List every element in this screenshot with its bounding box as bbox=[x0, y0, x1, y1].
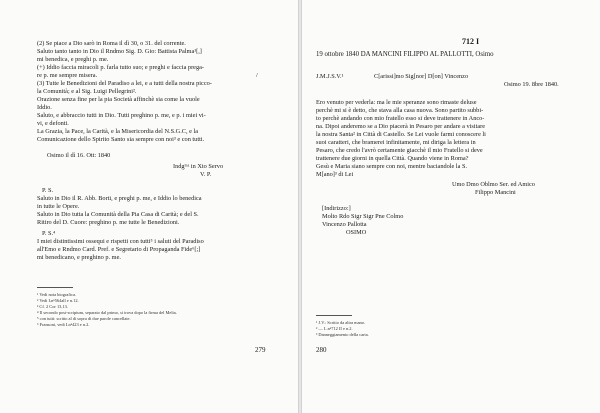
closing-line: Indgᵐᵃ in Xto Servo bbox=[173, 163, 224, 170]
footnote: ² — L.nⁿ712 II e n.2. bbox=[316, 326, 353, 331]
text-line: re p. me sempre misera. bbox=[37, 72, 98, 79]
salutation-monogram: J.M.J.S.V.¹ bbox=[316, 73, 344, 80]
text-line: Ero venuto per vederla: ma le mie speranze sono rimaste deluse bbox=[316, 99, 477, 106]
signature: Filippo Mancini bbox=[475, 189, 516, 196]
ps-line: in tutte le Opere. bbox=[37, 203, 80, 210]
text-line: to perchè andando con mio fratello esso si deve trattenere in Anco- bbox=[316, 115, 485, 122]
text-line: Saluto tanto tanto in Dio il Rndmo Sig. D. Gio: Battista Palma¹[,] bbox=[37, 48, 202, 55]
closing-line: Umo Dmo Oblmo Ser. ed Amico bbox=[452, 181, 535, 188]
text-line: Gesù e Maria siano sempre con noi, mentre baciandole la S. bbox=[316, 163, 468, 170]
ps2-line: I miei distintissimi ossequi e rispetti con tutti⁵ i saluti del Paradiso bbox=[37, 238, 204, 245]
text-line: mi benedica, e preghi p. me. bbox=[37, 56, 109, 63]
footnote-rule bbox=[37, 287, 73, 288]
right-page bbox=[302, 0, 600, 413]
text-line: Pesaro, che credo l'avrò certamente giacchè il mio Fratello si deve bbox=[316, 147, 483, 154]
page-number: 280 bbox=[316, 346, 327, 354]
text-line: (3) Tutte le Benedizioni del Paradiso a lei, e a tutti della nostra picco- bbox=[37, 80, 212, 87]
text-line: Orazione senza fine per la pia Società affinchè sia come la vuole bbox=[37, 96, 200, 103]
slash-mark: / bbox=[256, 72, 258, 79]
address-line: Vincenzo Pallotta bbox=[322, 221, 367, 228]
signature-initials: V. P. bbox=[200, 171, 212, 178]
ps-line: Saluto in Dio tutta la Comunità della Pia Casa di Carità; e del S. bbox=[37, 211, 199, 218]
ps2-label: P. S.⁴ bbox=[42, 230, 56, 237]
ps2-line: mi benedicano, e preghino p. me. bbox=[37, 254, 121, 261]
text-line: la nostra Santa² in Città di Castello. Se Lei vuole farmi conoscere li bbox=[316, 131, 486, 138]
footnote-rule bbox=[316, 315, 352, 316]
text-line: perchè mi si è detto, che stava alla casa nuova. Sono partito subbi- bbox=[316, 107, 484, 114]
letter-date: Osimo 19. 8bre 1840. bbox=[504, 81, 559, 88]
ps2-line: all'Emo e Rndmo Card. Pref. e Segretario di Propaganda Fide⁶[;] bbox=[37, 246, 201, 253]
ps-line: Saluto in Dio il R. Abb. Borti, e preghi p. me, e Iddio lo benedica bbox=[37, 195, 202, 202]
text-line: vi, e defonti. bbox=[37, 120, 69, 127]
text-line: (2) Se piace a Dio sarò in Roma il dì 30, o 31. del corrente. bbox=[37, 40, 186, 47]
place-date: Osimo il dì 16. Ott: 1840 bbox=[47, 152, 111, 159]
text-line: suoi caratteri, che bramerei infinitamente, mi diriga la lettera in bbox=[316, 139, 476, 146]
footnote: ¹ Vedi nota biografica. bbox=[37, 292, 77, 297]
letter-number: 712 I bbox=[462, 37, 480, 46]
page-number: 279 bbox=[255, 346, 266, 354]
text-line: Comunicazione dello Spirito Santo sia sempre con noi³ e con tutti. bbox=[37, 136, 205, 143]
letter-heading: 19 ottobre 1840 DA MANCINI FILIPPO AL PALLOTTI, Osimo bbox=[316, 51, 494, 58]
footnote: ² Vedi Lnⁿ564all e n.12. bbox=[37, 298, 79, 303]
footnote: ⁴ Il secondo post-scriptum, separato dal primo, si trova dopo la firma del Melia. bbox=[37, 310, 177, 315]
footnote: ⁶ Fransoni, vedi Lnⁿ423 e n.2. bbox=[37, 322, 90, 327]
footnote: ³ Cf. 2 Cor 13,13. bbox=[37, 304, 68, 309]
text-line: Iddio. bbox=[37, 104, 52, 111]
ps-line: Ritiro del D. Cuore: preghino p. me tutte le Benedizioni. bbox=[37, 219, 180, 226]
text-line: trattenere due giorni in quella Città. Quando viene in Roma? bbox=[316, 155, 469, 162]
text-line: (+) Iddio faccia miracoli p. farla tutto suo; e preghi e faccia prega- bbox=[37, 64, 205, 71]
address-line: OSIMO bbox=[346, 229, 367, 236]
text-line: la Comunità; e al Sig. Luigi Pellegrini². bbox=[37, 88, 137, 95]
address-line: [Indirizzo:] bbox=[322, 205, 351, 212]
address-line: Molto Rdo Sigr Sigr Pne Colmo bbox=[322, 213, 404, 220]
text-line: Saluto, e abbraccio tutti in Dio. Tutti preghino p. me, e p. i miei vi- bbox=[37, 112, 206, 119]
footnote: ³ Danneggiamento della carta. bbox=[316, 332, 369, 337]
text-line: M[ano]³ di Lei bbox=[316, 171, 354, 178]
text-line: na. Dipoi anderemo se a Dio piacerà in Pesaro per andare a visitare bbox=[316, 123, 486, 130]
left-page bbox=[0, 0, 298, 413]
footnote: ¹ J.V.: Scritto da altra mano. bbox=[316, 320, 366, 325]
ps-label: P. S. bbox=[42, 187, 54, 194]
salutation: C[arissi]mo Sig[nor] D[on] Vincenzo bbox=[374, 73, 469, 80]
text-line: La Grazia, la Pace, la Carità, e la Misericordia del N.S.G.C, e la bbox=[37, 128, 199, 135]
footnote: ⁵ con tutti: scritto al di sopra di due parole cancellate. bbox=[37, 316, 131, 321]
